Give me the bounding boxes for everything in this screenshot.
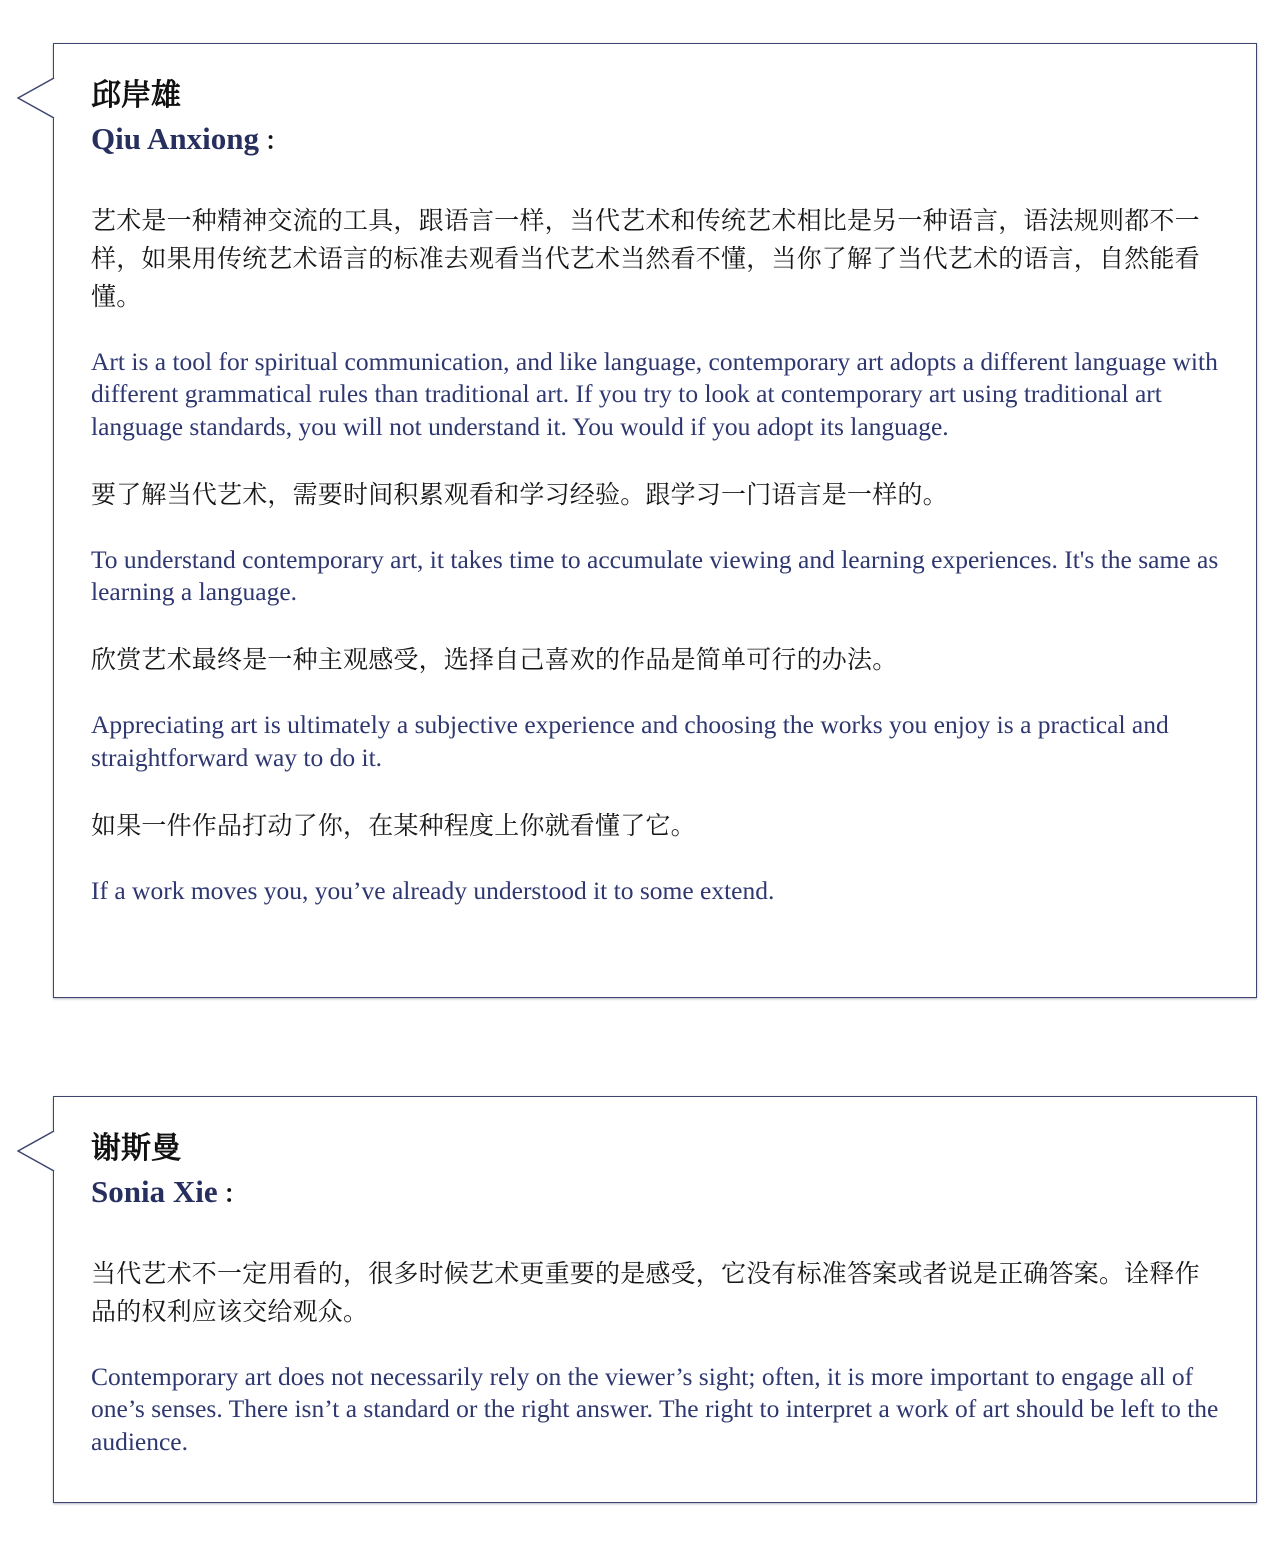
speaker-name-zh: 谢斯曼: [91, 1131, 181, 1166]
speaker-name-en-line: [91, 119, 1220, 164]
quote-zh: 欣赏艺术最终是一种主观感受，选择自己喜欢的作品是简单可行的办法。: [91, 645, 898, 675]
quote-zh: 艺术是一种精神交流的工具，跟语言一样，当代艺术和传统艺术相比是另一种语言，语法规则都不一样，如果用传统艺术语言的标准去观看当代艺术当然看不懂，当你了解了当代艺术的语言，自然能看懂。: [91, 206, 1200, 311]
speaker-name-en: Sonia Xie: [91, 1174, 218, 1209]
quote-en: Art is a tool for spiritual communication, and like language, contemporary art adopts a different language with different grammatical rules than traditional art. If you try to look at contemporary art using traditional art language standards, you will not understand it. You would if you adopt its language.: [91, 347, 1218, 441]
speech-pointer-icon: [17, 1131, 55, 1171]
speaker-colon: ：: [223, 1180, 248, 1208]
quote-en: Contemporary art does not necessarily rely on the viewer’s sight; often, it is more important to engage all of one’s senses. There isn’t a standard or the right answer. The right to interpret a work of art should be left to the audience.: [91, 1362, 1219, 1456]
speech-bubble-qiu-anxiong: [53, 43, 1257, 998]
speaker-name-zh: 邱岸雄: [91, 78, 181, 113]
quote-en: If a work moves you, you’ve already understood it to some extend.: [91, 876, 775, 906]
quote-zh: 如果一件作品打动了你，在某种程度上你就看懂了它。: [91, 811, 696, 841]
quote-en: Appreciating art is ultimately a subjective experience and choosing the works you enjoy is a practical and straightforward way to do it.: [91, 710, 1169, 772]
speaker-name-en-line: [91, 1172, 1220, 1217]
speaker-name-en: Qiu Anxiong: [91, 121, 259, 156]
bubble-content: [91, 44, 1220, 907]
speech-pointer-icon: [17, 78, 55, 118]
speaker-colon: ：: [265, 127, 289, 155]
quote-zh: 当代艺术不一定用看的，很多时候艺术更重要的是感受，它没有标准答案或者说是正确答案。诠释作品的权利应该交给观众。: [91, 1259, 1200, 1326]
bubble-content: [91, 1097, 1220, 1458]
quote-en: To understand contemporary art, it takes time to accumulate viewing and learning experiences. It's the same as learning a language.: [91, 544, 1219, 607]
quote-zh: 要了解当代艺术，需要时间积累观看和学习经验。跟学习一门语言是一样的。: [91, 479, 948, 509]
speech-bubble-sonia-xie: [53, 1096, 1257, 1503]
